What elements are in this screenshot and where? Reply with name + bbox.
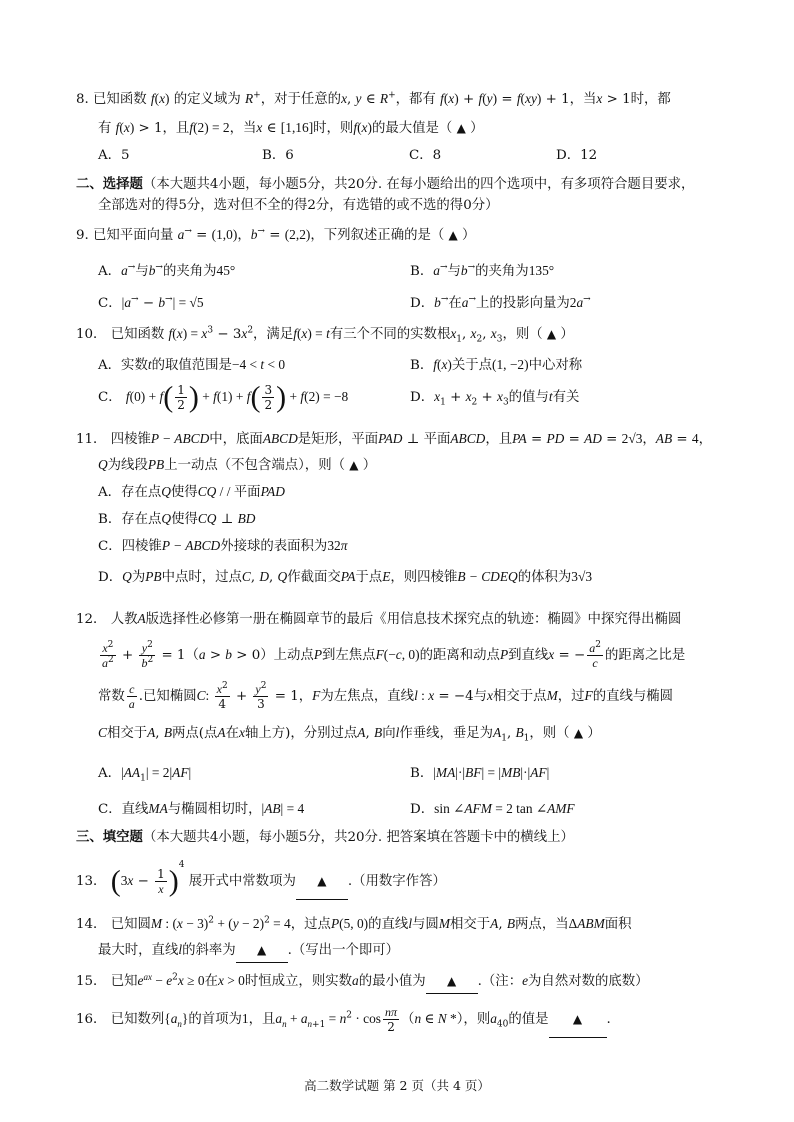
answer-triangle-icon: ▲ — [448, 228, 458, 242]
q10-stem: 10． 已知函数 $f(x) = x^3 - 3x^2$，满足f(x) = t有三个不同的实数根$x_1$, $x_2$, $x_3$，则（ ▲ ） — [76, 325, 574, 345]
q8-option-d: D．12 — [556, 148, 598, 163]
section-mc-header: 二、选择题（本大题共4小题，每小题5分，共20分. 在每小题给出的四个选项中，有多项符合题目要求， — [76, 176, 695, 192]
q10-option-b: B．f(x)关于点(1, −2)中心对称 — [410, 357, 583, 373]
q12-line3: 常数 $\frac{c}{a}$ .已知椭圆C: $\frac{x^2}{4}$ + $\frac{y^2}{3}$ = 1，F为左焦点，直线l : x = −4与x相交于点M，过F的直线与椭圆 — [98, 681, 674, 711]
answer-triangle-icon: ▲ — [573, 726, 584, 740]
q8-option-b: B．6 — [262, 148, 294, 163]
q8-option-c: C．8 — [409, 148, 442, 163]
q13-answer-blank[interactable]: ▲ — [296, 864, 348, 900]
section-mc-note: 全部选对的得5分，选对但不全的得2分，有选错的或不选的得0分） — [98, 198, 499, 213]
q12-line1: 12． 人教A版选择性必修第一册在椭圆章节的最后《用信息技术探究点的轨迹：椭圆》中探究得出椭圆 — [76, 611, 682, 627]
q12-option-b: B．|MA|·|BF| = |MB|·|AF| — [410, 765, 550, 781]
q11-line1: 11． 四棱锥P − ABCD中，底面ABCD是矩形，平面PAD ⊥ 平面ABCD，且PA = PD = AD = 2√3，AB = 4， — [76, 431, 712, 447]
q8-line1: 8. 已知函数 f(x) 的定义域为 R+，对于任意的x, y ∈ R+，都有 f(x) + f(y) = f(xy) + 1，当x > 1时，都 — [76, 90, 671, 107]
q12-option-d: D．sin ∠AFM = 2 tan ∠AMF — [410, 801, 575, 817]
q13: 13． (3x − $\frac{1}{x}$ )$^4$ 展开式中常数项为 ▲ .（用数字作答） — [76, 864, 446, 900]
q15-answer-blank[interactable]: ▲ — [426, 970, 478, 994]
q12-line2: $\frac{x^2}{a^2}$ + $\frac{y^2}{b^2}$ = 1（a > b > 0）上动点P到左焦点F(−c, 0)的距离和动点P到直线x = − $\frac{a^2}{c}$ 的距离之比是 — [102, 640, 686, 670]
q9-option-c: C．|a→ − b→| = √5 — [98, 294, 204, 311]
q12-option-c: C．直线MA与椭圆相切时，|AB| = 4 — [98, 801, 305, 817]
q9-option-b: B．a→与b→的夹角为135° — [410, 262, 555, 279]
q12-line4: C相交于A, B两点(点A在x轴上方)，分别过点A, B向l作垂线，垂足为$A_1$, $B_1$，则（ ▲ ） — [98, 725, 601, 744]
q8-line2: 有 f(x) > 1，且f(2) = 2，当x ∈ [1,16]时，则f(x)的最大值是（ ▲ ） — [98, 120, 484, 136]
q9-option-d: D．b→在a→上的投影向量为2a→ — [410, 294, 591, 311]
q9-option-a: A．a→与b→的夹角为45° — [98, 262, 236, 279]
q11-option-a: A．存在点Q使得CQ / / 平面PAD — [98, 484, 285, 500]
q14-answer-blank[interactable]: ▲ — [236, 939, 288, 963]
q16-answer-blank[interactable]: ▲ — [549, 1002, 607, 1038]
answer-triangle-icon: ▲ — [456, 121, 466, 135]
q12-option-a: A．$|AA_1| = 2|AF|$ — [98, 765, 192, 784]
q11-line2: Q为线段PB上一动点（不包含端点），则（ ▲ ） — [98, 457, 377, 473]
q9-stem: 9. 已知平面向量 a→ = (1,0)，b→ = (2,2)，下列叙述正确的是（ ▲ ） — [76, 226, 476, 243]
section-fill-header: 三、填空题（本大题共4小题，每小题5分，共20分. 把答案填在答题卡中的横线上） — [76, 829, 574, 845]
q14-line1: 14． 已知圆M : $(x - 3)^2 + (y - 2)^2 = 4$，过点P(5, 0)的直线l与圆M相交于A, B两点，当ΔABM面积 — [76, 915, 632, 932]
page-footer: 高二数学试题 第 2 页（共 4 页） — [304, 1078, 490, 1093]
q15: 15． 已知$e^{ax} - e^2x \ge 0$在x > 0时恒成立，则实数a的最小值为 ▲ .（注：e为自然对数的底数） — [76, 970, 649, 994]
q11-option-c: C．四棱锥P − ABCD外接球的表面积为32π — [98, 538, 348, 554]
answer-triangle-icon: ▲ — [349, 458, 359, 472]
q10-option-a: A．实数t的取值范围是−4 < t < 0 — [98, 357, 286, 373]
answer-triangle-icon: ▲ — [546, 327, 557, 341]
q10-option-d: D．$x_1 + x_2 + x_3$的值与t有关 — [410, 389, 580, 408]
q8-option-a: A．5 — [98, 148, 130, 163]
q11-option-b: B．存在点Q使得CQ ⊥ BD — [98, 511, 256, 527]
q14-line2: 最大时，直线l的斜率为 ▲ .（写出一个即可） — [98, 939, 399, 963]
q10-option-c: C． f(0) + f( $\frac{1}{2}$ ) + f(1) + f( $\frac{3}{2}$ ) + f(2) = −8 — [98, 380, 349, 414]
q11-option-d: D．Q为PB中点时，过点C, D, Q作截面交PA于点E，则四棱锥B − CDEQ的体积为3√3 — [98, 569, 593, 585]
q16: 16． 已知数列$\{a_n\}$的首项为1，且$a_n + a_{n+1} = n^2 \cdot \cos$ $\frac{n\pi}{2}$ （n ∈ N *），则$a_{40}$的值是 ▲ . — [76, 1002, 611, 1038]
